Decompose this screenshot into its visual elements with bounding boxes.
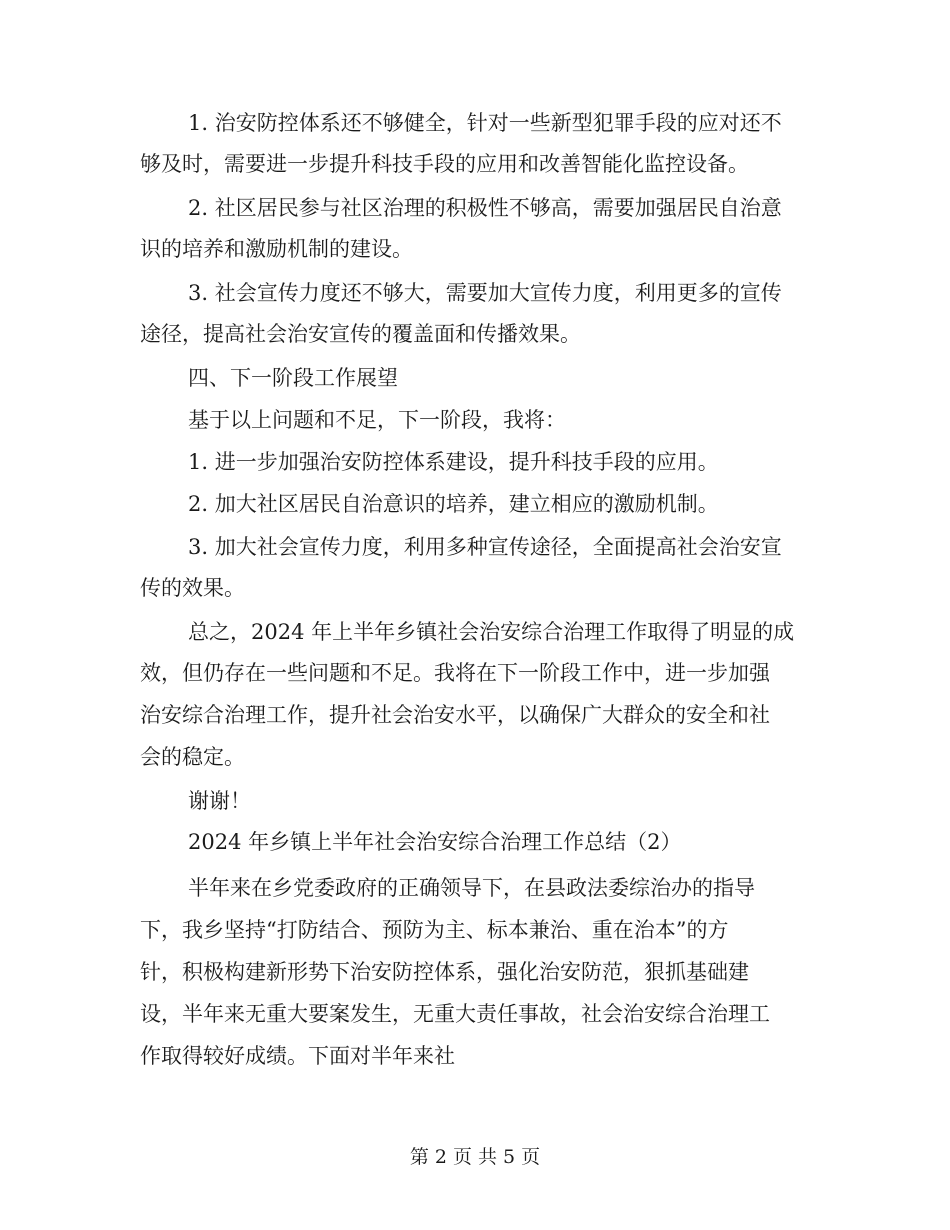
closing-line: 谢谢！	[188, 789, 251, 813]
paragraph-line: 够及时，需要进一步提升科技手段的应用和改善智能化监控设备。	[140, 152, 749, 176]
page-footer: 第 2 页 共 5 页	[409, 1146, 541, 1168]
paragraph-line: 针，积极构建新形势下治安防控体系，强化治安防范，狠抓基础建	[140, 960, 749, 984]
section-heading: 四、下一阶段工作展望	[188, 366, 398, 390]
list-item: 3. 加大社会宣传力度，利用多种宣传途径，全面提高社会治安宣	[188, 535, 782, 559]
list-item: 2. 加大社区居民自治意识的培养，建立相应的激励机制。	[188, 492, 719, 516]
section-title: 2024 年乡镇上半年社会治安综合治理工作总结（2）	[188, 830, 682, 854]
paragraph-line: 基于以上问题和不足，下一阶段，我将：	[188, 408, 566, 432]
paragraph-line: 识的培养和激励机制的建设。	[140, 237, 413, 261]
paragraph-line: 作取得较好成绩。下面对半年来社	[140, 1044, 455, 1068]
paragraph-line: 1. 治安防控体系还不够健全，针对一些新型犯罪手段的应对还不	[188, 111, 782, 135]
paragraph-line: 会的稳定。	[140, 745, 245, 769]
paragraph-line: 半年来在乡党委政府的正确领导下，在县政法委综治办的指导	[188, 876, 755, 900]
paragraph-line: 下，我乡坚持“打防结合、预防为主、标本兼治、重在治本”的方	[140, 918, 729, 942]
paragraph-line: 设，半年来无重大要案发生，无重大责任事故，社会治安综合治理工	[140, 1002, 770, 1026]
paragraph-line: 效，但仍存在一些问题和不足。我将在下一阶段工作中，进一步加强	[140, 661, 770, 685]
paragraph-line: 2. 社区居民参与社区治理的积极性不够高，需要加强居民自治意	[188, 196, 782, 220]
paragraph-line: 治安综合治理工作，提升社会治安水平，以确保广大群众的安全和社	[140, 703, 770, 727]
paragraph-line: 总之，2024 年上半年乡镇社会治安综合治理工作取得了明显的成	[188, 620, 795, 644]
paragraph-line: 途径，提高社会治安宣传的覆盖面和传播效果。	[140, 322, 581, 346]
paragraph-line: 3. 社会宣传力度还不够大，需要加大宣传力度，利用更多的宣传	[188, 281, 782, 305]
list-item: 1. 进一步加强治安防控体系建设，提升科技手段的应用。	[188, 450, 719, 474]
paragraph-line: 传的效果。	[140, 576, 245, 600]
